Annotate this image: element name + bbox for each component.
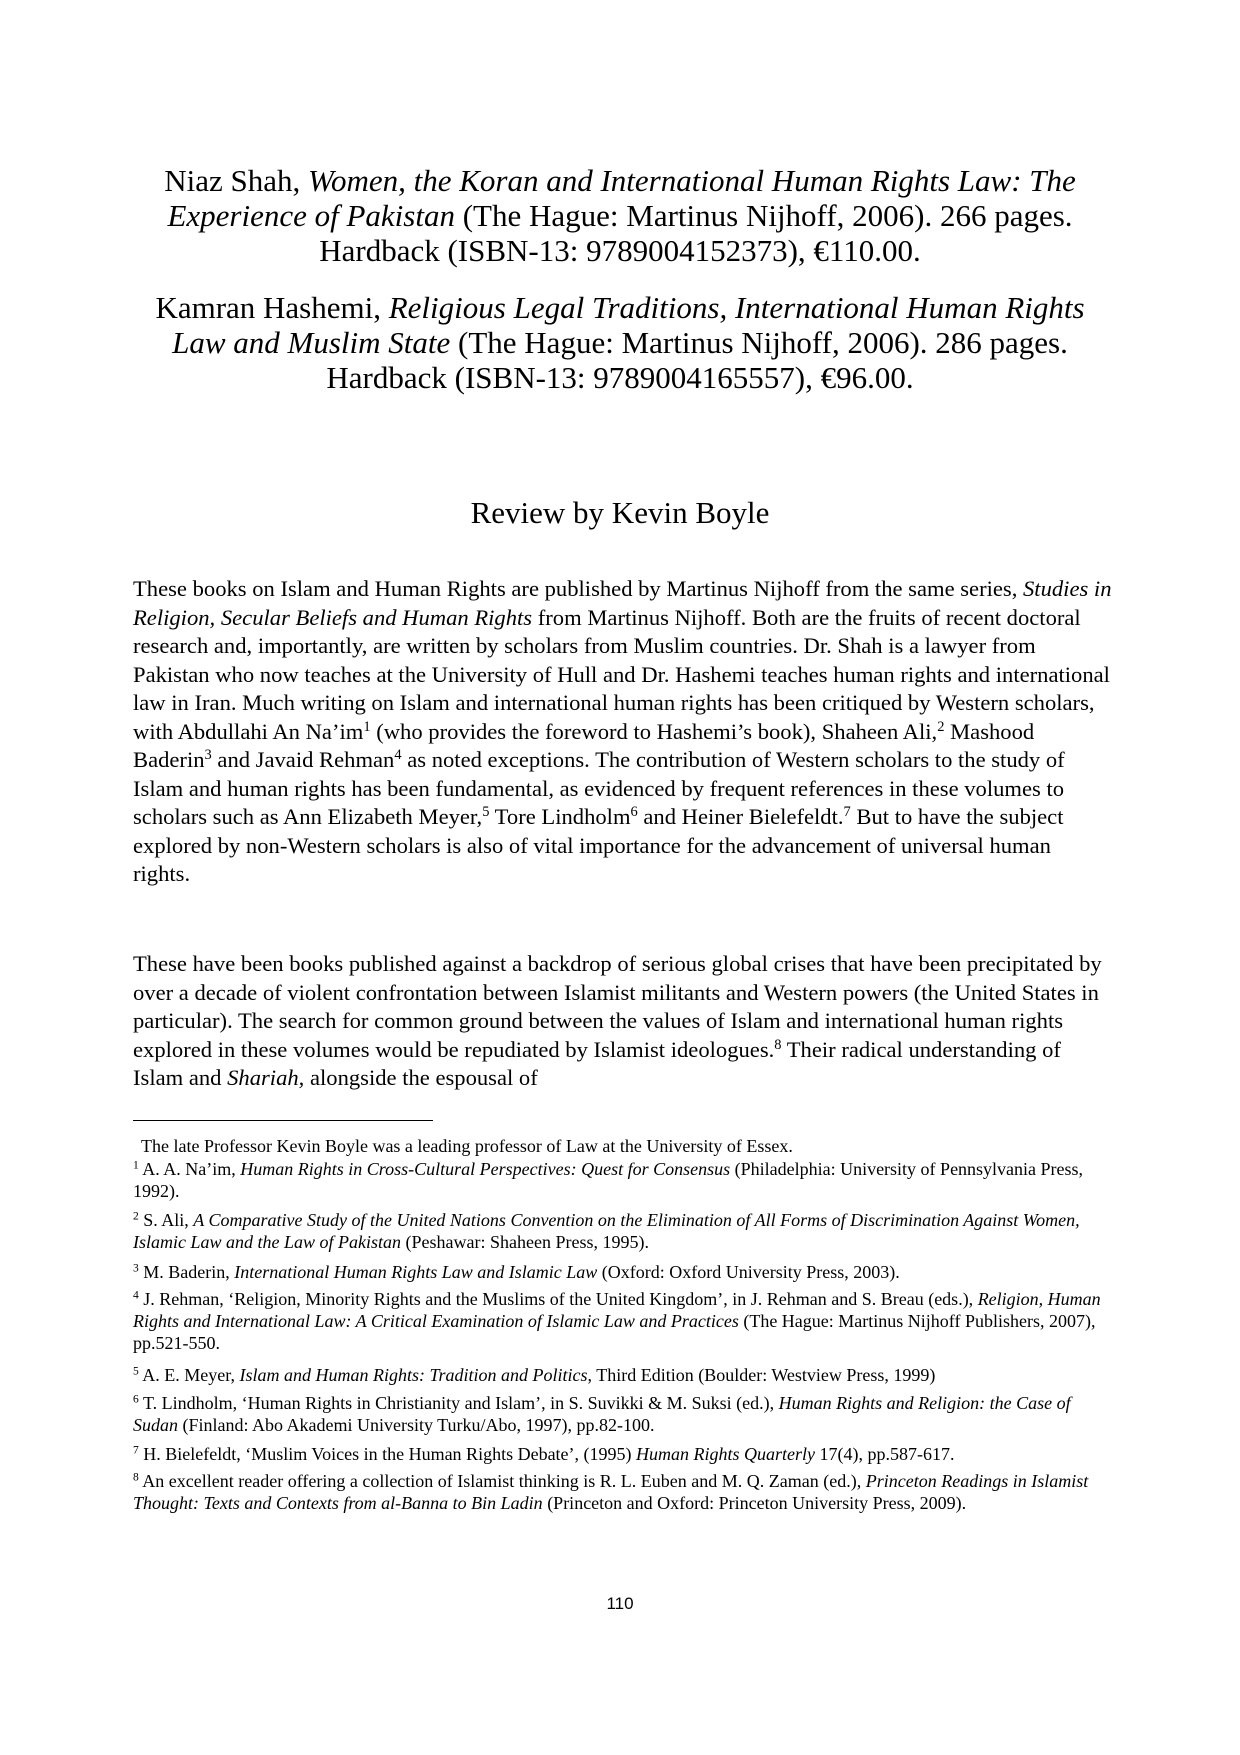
footnote-4: $^4$ J. Rehman, ‘Religion, Minority Rights and the Muslims of the United Kingdom’, in J. Rehman and S. Breau (eds.), Religion, Human Rights and International Law: A Critical Examination of Islamic Law and Practices (The Hague: Martinus Nijhoff Publishers, 2007), pp.521-550. — [133, 1289, 1101, 1353]
footnote-7: $^7$ H. Bielefeldt, ‘Muslim Voices in the Human Rights Debate’, (1995) Human Rights Quarterly 17(4), pp.587-617. — [133, 1444, 955, 1464]
footnote-ref[interactable]: 2 — [937, 718, 945, 735]
footnote-ref[interactable]: 4 — [394, 747, 402, 764]
footnote-3: $^3$ M. Baderin, International Human Rights Law and Islamic Law (Oxford: Oxford University Press, 2003). — [133, 1262, 900, 1282]
footnote-2: $^2$ S. Ali, A Comparative Study of the United Nations Convention on the Elimination of All Forms of Discrimination Against Women, Islamic Law and the Law of Pakistan (Peshawar: Shaheen Press, 1995). — [133, 1210, 1080, 1252]
emphasis-shariah: Shariah, — [227, 1065, 305, 1090]
book-entry-shah — [130, 163, 1110, 268]
reviewer-heading: Review by Kevin Boyle — [470, 495, 770, 530]
footnote-number: 1 — [133, 1159, 139, 1172]
book-author: Niaz Shah, — [164, 163, 308, 198]
footnote-number: 7 — [133, 1444, 139, 1457]
footnote-number: 2 — [133, 1210, 139, 1223]
book-entry-hashemi — [130, 290, 1110, 395]
footnote-ref[interactable]: 1 — [363, 718, 371, 735]
footnote-number: 6 — [133, 1393, 139, 1406]
body-paragraph-2: These have been books published against a backdrop of serious global crises that have been precipitated by over a decade of violent confrontation between Islamist militants and Western powers (the United States in particular). The search for common ground between the values of Islam and international human rights explored in these volumes would be repudiated by Islamist ideologues.$^8$ Their radical understanding of Islam and Shariah, alongside the espousal of — [133, 951, 1102, 1090]
footnote-ref[interactable]: 7 — [843, 804, 851, 821]
book-details: (The Hague: Martinus Nijhoff, 2006). 266 pages. Hardback (ISBN-13: 9789004152373), €110.00. — [319, 198, 1073, 268]
footnote-number: 5 — [133, 1365, 139, 1378]
footnote-ref[interactable]: 3 — [204, 747, 212, 764]
footnote-author-note: The late Professor Kevin Boyle was a leading professor of Law at the University of Essex. — [141, 1136, 793, 1156]
footnote-separator — [133, 1120, 433, 1121]
footnote-ref[interactable]: 8 — [774, 1036, 782, 1053]
footnote-1: $^1$ A. A. Na’im, Human Rights in Cross-Cultural Perspectives: Quest for Consensus (Philadelphia: University of Pennsylvania Press, 1992). — [133, 1159, 1084, 1201]
footnote-number: 4 — [133, 1289, 139, 1302]
series-title: Studies in Religion, Secular Beliefs and Human Rights — [133, 576, 1112, 630]
footnote-6: $^6$ T. Lindholm, ‘Human Rights in Christianity and Islam’, in S. Suvikki & M. Suksi (ed.), Human Rights and Religion: the Case of Sudan (Finland: Abo Akademi University Turku/Abo, 1997), pp.82-100. — [133, 1393, 1071, 1435]
body-paragraph-1: These books on Islam and Human Rights are published by Martinus Nijhoff from the same series, Studies in Religion, Secular Beliefs and Human Rights from Martinus Nijhoff. Both are the fruits of recent doctoral research and, importantly, are written by scholars from Muslim countries. Dr. Shah is a lawyer from Pakistan who now teaches at the University of Hull and Dr. Hashemi teaches human rights and international law in Iran. Much writing on Islam and international human rights has been critiqued by Western scholars, with Abdullahi An $Na’im^1$ (who provides the foreword to Hashemi’s book), Shaheen Ali,$^2$ Mashood Baderin$^3$ and Javaid Rehman$^4$ as noted exceptions. The contribution of Western scholars to the study of Islam and human rights has been fundamental, as evidenced by frequent references in these volumes to scholars such as Ann Elizabeth Meyer,$^5$ Tore Lindholm$^6$ and Heiner Bielefeldt.$^7$ But to have the subject explored by non-Western scholars is also of vital importance for the advancement of universal human rights. — [133, 576, 1112, 886]
footnote-5: $^5$ A. E. Meyer, Islam and Human Rights: Tradition and Politics, Third Edition (Boulder: Westview Press, 1999) — [133, 1365, 936, 1385]
book-author: Kamran Hashemi, — [155, 290, 389, 325]
footnote-ref[interactable]: 5 — [482, 804, 490, 821]
book-details: (The Hague: Martinus Nijhoff, 2006). 286 pages. Hardback (ISBN-13: 9789004165557), €96.00. — [326, 325, 1068, 395]
footnote-ref[interactable]: 6 — [630, 804, 638, 821]
book-title: Religious Legal Traditions, International Human Rights Law and Muslim State — [172, 290, 1085, 360]
book-title: Women, the Koran and International Human Rights Law: The Experience of Pakistan — [167, 163, 1076, 233]
footnote-number: 3 — [133, 1262, 139, 1275]
footnote-8: $^8$ An excellent reader offering a collection of Islamist thinking is R. L. Euben and M. Q. Zaman (ed.), Princeton Readings in Islamist Thought: Texts and Contexts from al-Banna to Bin Ladin (Princeton and Oxford: Princeton University Press, 2009). — [133, 1471, 1089, 1513]
page-number: 110 — [606, 1594, 634, 1613]
footnote-number: 8 — [133, 1471, 139, 1484]
